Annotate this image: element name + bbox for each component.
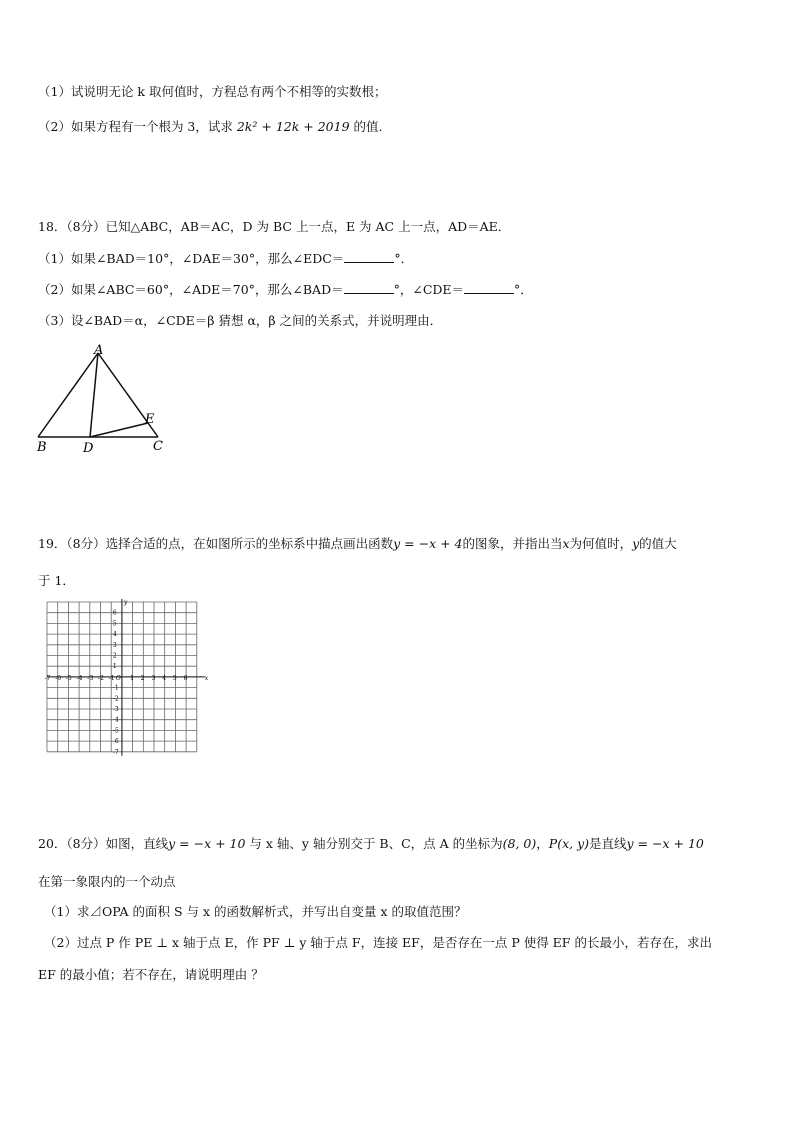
x-tick-label: -2 (98, 674, 104, 682)
q17-part2-expr: 2k² + 12k + 2019 (236, 119, 350, 134)
q17-part2-suffix: 的值. (349, 119, 383, 134)
triangle-figure (34, 343, 169, 458)
y-axis-label: y (123, 599, 128, 606)
q18-part1-text: （1）如果∠BAD＝10°，∠DAE＝30°，那么∠EDC＝ (38, 251, 345, 266)
q18-stem: 18．（8分）已知△ABC，AB＝AC，D 为 BC 上一点，E 为 AC 上一点，AD＝AE． (38, 219, 511, 234)
label-e: E (145, 412, 155, 427)
q18-part2-mid: °，∠CDE＝ (393, 282, 465, 297)
origin-label: O (115, 674, 121, 682)
q19-text-a: 19．（8分）选择合适的点，在如图所示的坐标系中描点画出函数 (38, 536, 394, 551)
x-tick-label: 1 (130, 674, 134, 682)
q17-part1: （1）试说明无论 k 取何值时，方程总有两个不相等的实数根； (38, 84, 387, 99)
q18-part2-text: （2）如果∠ABC＝60°，∠ADE＝70°，那么∠BAD＝ (38, 282, 344, 297)
label-c: C (153, 439, 163, 454)
y-tick-label: -5 (112, 727, 119, 735)
x-tick-label: -4 (76, 674, 83, 682)
x-tick-label: 4 (162, 674, 167, 682)
q17-part2 (38, 119, 382, 135)
y-tick-label: -7 (112, 748, 119, 756)
q18-part2-unit: °． (514, 282, 533, 297)
label-d: D (83, 441, 94, 456)
q19-x-var: x (562, 536, 570, 551)
y-tick-label: 2 (112, 652, 117, 660)
q19-text-d: 的值大 (639, 536, 677, 551)
y-tick-label: -4 (112, 716, 119, 724)
x-tick-label: -3 (87, 674, 94, 682)
q20-point-p: P(x, y) (548, 836, 590, 851)
y-tick-label: -6 (112, 738, 119, 746)
x-tick-label: -7 (44, 674, 51, 682)
q19-text-b: 的图象，并指出当 (462, 536, 563, 551)
q20-text-a: 20．（8分）如图，直线 (38, 836, 169, 851)
y-tick-label: -1 (112, 684, 119, 692)
y-tick-label: 1 (112, 663, 117, 671)
q18-part1 (38, 251, 413, 267)
coordinate-grid (40, 598, 209, 758)
q20-line2: 在第一象限内的一个动点 (38, 874, 176, 889)
q19-line1 (38, 536, 677, 552)
q20-part2: （2）过点 P 作 PE ⊥ x 轴于点 E，作 PF ⊥ y 轴于点 F，连接 EF，是否存在一点 P 使得 EF 的长最小，若存在，求出 (44, 935, 712, 950)
x-tick-label: -1 (108, 674, 115, 682)
q20-part2-cont: EF 的最小值；若不存在，请说明理由 ？ (38, 967, 264, 982)
q18-part2 (38, 282, 533, 298)
x-tick-label: 2 (140, 674, 145, 682)
x-tick-label: 6 (183, 674, 188, 682)
label-b: B (37, 440, 47, 455)
y-tick-label: 4 (112, 631, 117, 639)
q17-part2-prefix: （2）如果方程有一个根为 3，试求 (38, 119, 237, 134)
x-tick-label: 3 (151, 674, 156, 682)
q20-part1: （1）求⊿OPA 的面积 S 与 x 的函数解析式，并写出自变量 x 的取值范围？ (44, 904, 467, 919)
q20-text-d: 是直线 (589, 836, 627, 851)
answer-blank (344, 282, 394, 294)
q19-line2: 于 1． (38, 573, 75, 588)
label-a: A (94, 343, 104, 358)
q19-y-var: y (632, 536, 640, 551)
y-tick-label: 3 (112, 641, 117, 649)
q20-text-b: 与 x 轴、y 轴分别交于 B、C，点 A 的坐标为 (245, 836, 503, 851)
x-tick-label: 5 (172, 674, 177, 682)
y-tick-label: -2 (112, 695, 119, 703)
answer-blank (464, 282, 514, 294)
y-tick-label: 6 (112, 609, 117, 617)
q18-part1-unit: °． (394, 251, 414, 266)
y-tick-label: -3 (112, 706, 119, 713)
y-tick-label: 5 (112, 620, 117, 628)
q20-text-c: ， (536, 836, 549, 851)
q20-line-eq-2: y = −x + 10 (626, 836, 704, 851)
q20-point-a: (8, 0) (502, 836, 537, 851)
q18-part3: （3）设∠BAD＝α，∠CDE＝β 猜想 α，β 之间的关系式，并说明理由． (38, 313, 443, 328)
q19-func: y = −x + 4 (393, 536, 463, 551)
q20-line1 (38, 836, 704, 852)
x-tick-label: -5 (65, 674, 72, 682)
q19-text-c: 为何值时， (569, 536, 633, 551)
x-axis-label: x (204, 674, 209, 682)
x-tick-label: -6 (55, 674, 62, 682)
answer-blank (344, 251, 394, 263)
q20-line-eq: y = −x + 10 (168, 836, 246, 851)
